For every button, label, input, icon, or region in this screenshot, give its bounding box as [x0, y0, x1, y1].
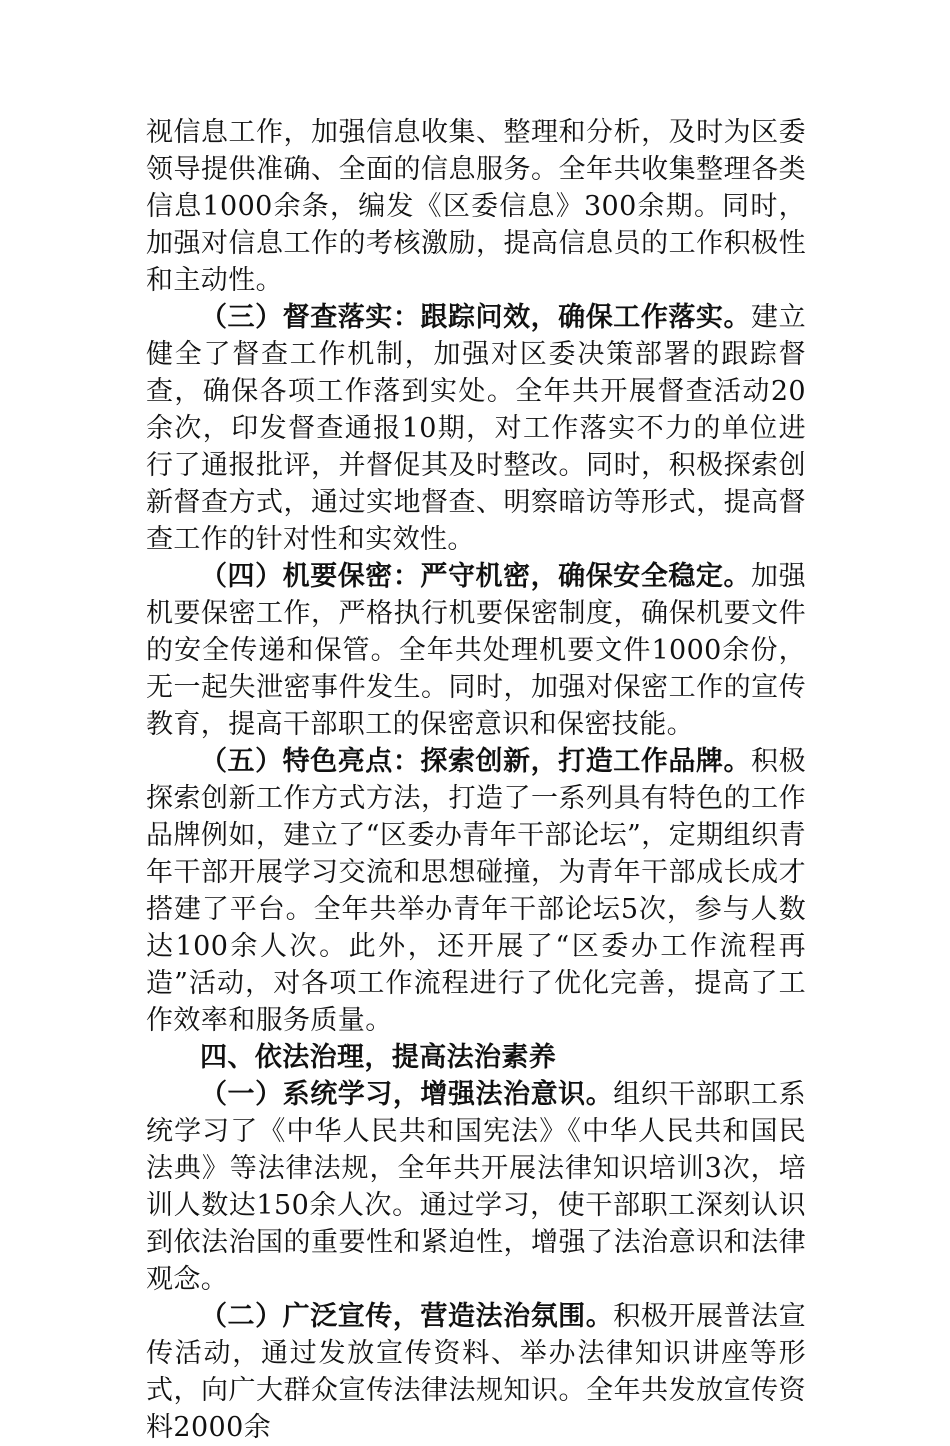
paragraph-supervision — [146, 299, 806, 558]
paragraph-text: 视信息工作，加强信息收集、整理和分析，及时为区委领导提供准确、全面的信息服务。全年共收集整理各类信息1000余条，编发《区委信息》300余期。同时，加强对信息工作的考核激励，提高信息员的工作积极性和主动性。 — [146, 117, 806, 296]
paragraph-text: 积极探索创新工作方式方法，打造了一系列具有特色的工作品牌例如，建立了“区委办青年干部论坛”，定期组织青年干部开展学习交流和思想碰撞，为青年干部成长成才搭建了平台。全年共举办青年干部论坛5次，参与人数达100余人次。此外，还开展了“区委办工作流程再造”活动，对各项工作流程进行了优化完善，提高了工作效率和服务质量。 — [146, 746, 806, 1036]
paragraph-systematic-study — [146, 1076, 806, 1298]
section-heading-rule-of-law: 四、依法治理，提高法治素养 — [200, 1042, 557, 1073]
paragraph-text: 组织干部职工系统学习了《中华人民共和国宪法》《中华人民共和国民法典》等法律法规，全年共开展法律知识培训3次，培训人数达150余人次。通过学习，使干部职工深刻认识到依法治国的重要性和紧迫性，增强了法治意识和法律观念。 — [146, 1079, 806, 1295]
section-lead-systematic-study: （一）系统学习，增强法治意识。 — [200, 1079, 614, 1110]
document-page — [146, 114, 806, 1446]
paragraph-info-work-continued — [146, 114, 806, 299]
paragraph-publicity — [146, 1298, 806, 1446]
section-lead-publicity: （二）广泛宣传，营造法治氛围。 — [200, 1301, 614, 1332]
section-lead-supervision: （三）督查落实：跟踪问效，确保工作落实。 — [200, 302, 752, 333]
paragraph-text: 积极开展普法宣传活动，通过发放宣传资料、举办法律知识讲座等形式，向广大群众宣传法律法规知识。全年共发放宣传资料2000余 — [146, 1301, 806, 1443]
section-lead-highlights: （五）特色亮点：探索创新，打造工作品牌。 — [200, 746, 752, 777]
paragraph-text: 加强机要保密工作，严格执行机要保密制度，确保机要文件的安全传递和保管。全年共处理机要文件1000余份，无一起失泄密事件发生。同时，加强对保密工作的宣传教育，提高干部职工的保密意识和保密技能。 — [146, 561, 806, 740]
section-lead-confidentiality: （四）机要保密：严守机密，确保安全稳定。 — [200, 561, 752, 592]
paragraph-confidentiality — [146, 558, 806, 743]
paragraph-text: 建立健全了督查工作机制，加强对区委决策部署的跟踪督查，确保各项工作落到实处。全年共开展督查活动20余次，印发督查通报10期，对工作落实不力的单位进行了通报批评，并督促其及时整改。同时，积极探索创新督查方式，通过实地督查、明察暗访等形式，提高督查工作的针对性和实效性。 — [146, 302, 806, 555]
paragraph-highlights — [146, 743, 806, 1039]
